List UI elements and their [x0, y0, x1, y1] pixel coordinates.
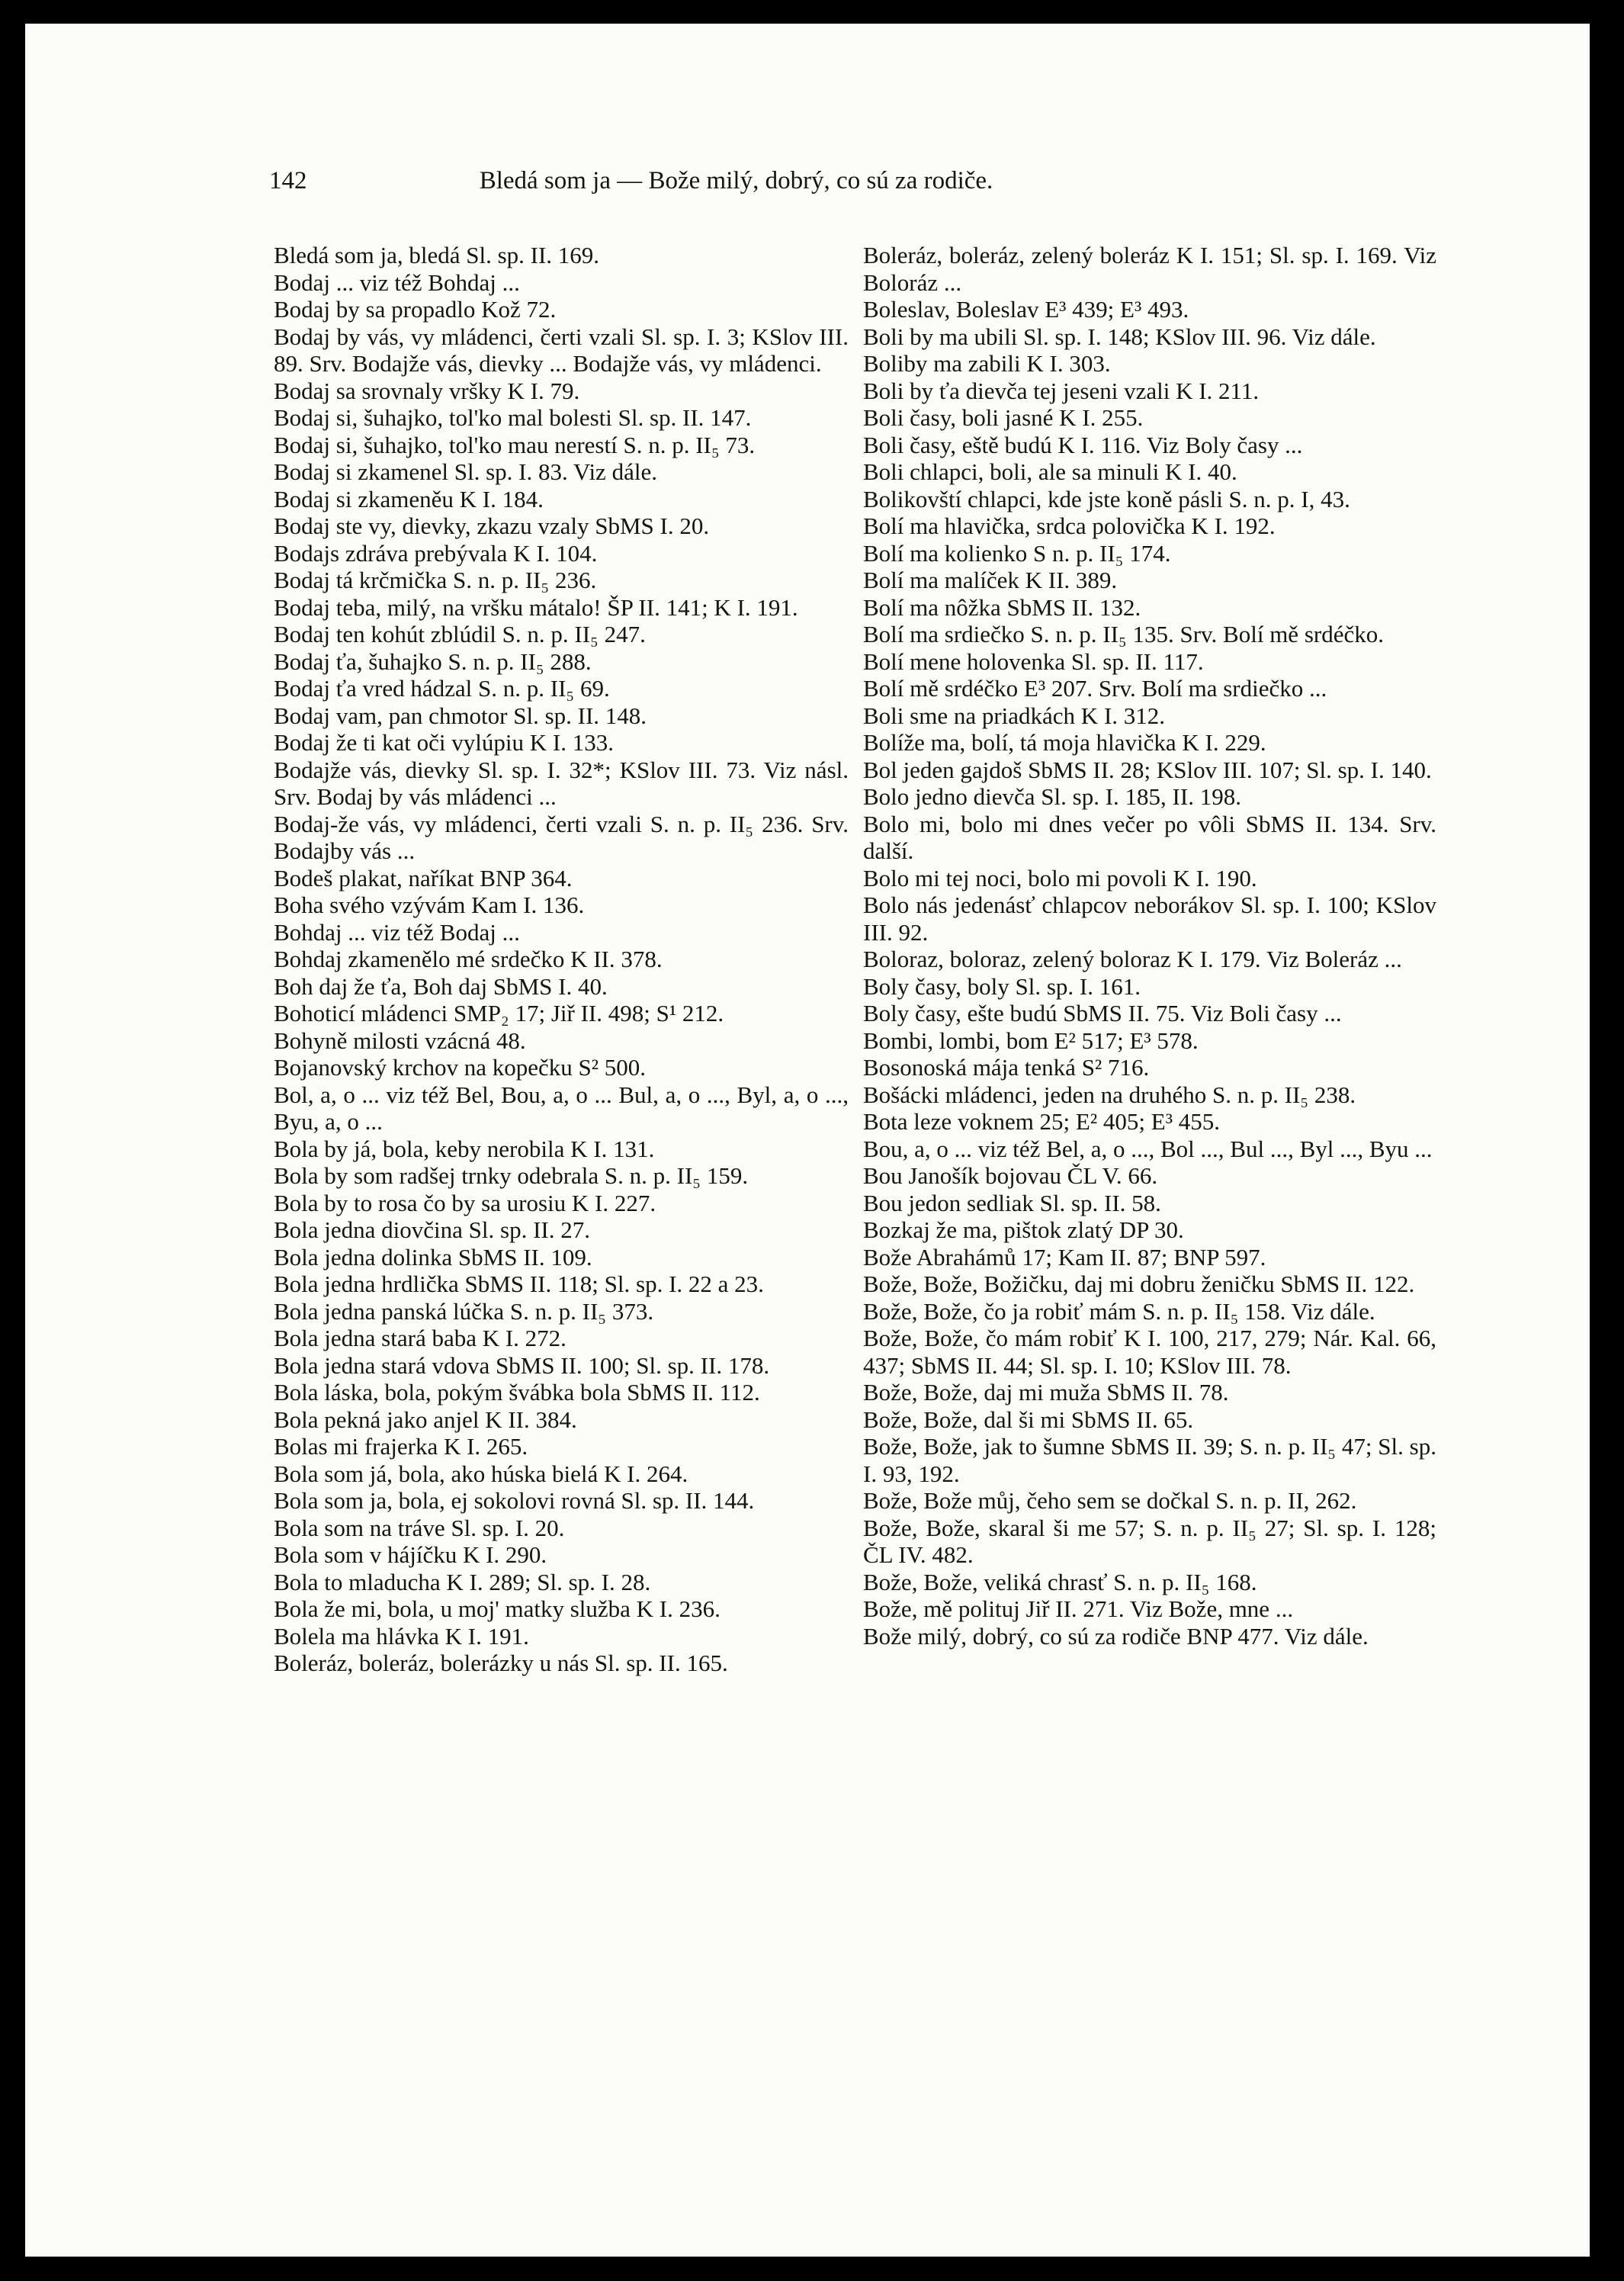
index-entry: Bola pekná jako anjel K II. 384.: [274, 1406, 577, 1433]
index-entry: Bola jedna stará baba K I. 272.: [274, 1325, 566, 1351]
index-entry: Bolo mi tej noci, bolo mi povoli K I. 190.: [863, 864, 1257, 892]
index-entry: Bože, Bože, Božičku, daj mi dobru ženičku SbMS II. 122.: [863, 1271, 1415, 1297]
index-entry: Bola to mladucha K I. 289; Sl. sp. I. 28.: [274, 1568, 651, 1595]
index-entry: Boli časy, eště budú K I. 116. Viz Boly časy ...: [863, 431, 1303, 458]
index-entry: Bolikovští chlapci, kde jste koně pásli S. n. p. I, 43.: [863, 485, 1350, 512]
index-entry: Bola by já, bola, keby nerobila K I. 131.: [274, 1135, 655, 1162]
index-entry: Bou Janošík bojovau ČL V. 66.: [863, 1162, 1158, 1189]
index-entry: Boly časy, ešte budú SbMS II. 75. Viz Boli časy ...: [863, 1000, 1342, 1026]
index-entry: Bože, Bože, daj mi muža SbMS II. 78.: [863, 1379, 1229, 1406]
index-entry: Boloraz, boloraz, zelený boloraz K I. 179. Viz Boleráz ...: [863, 946, 1402, 972]
index-entry: Bodaj ťa, šuhajko S. n. p. II₅ 288.: [274, 647, 592, 675]
index-entry: Bolela ma hlávka K I. 191.: [274, 1622, 529, 1650]
index-entry: Bože, Bože, dal ši mi SbMS II. 65.: [863, 1406, 1194, 1433]
index-entry: Bola jedna stará vdova SbMS II. 100; Sl. sp. II. 178.: [274, 1351, 770, 1379]
index-entry: Bolí ma kolienko S n. p. II₅ 174.: [863, 539, 1171, 567]
index-entry: Bolo nás jedenásť chlapcov neborákov Sl. sp. I. 100; KSlov III. 92.: [863, 892, 1436, 946]
index-entry: Bola by to rosa čo by sa urosiu K I. 227.: [274, 1189, 656, 1216]
index-entry: Bože, mě polituj Jiř II. 271. Viz Bože, mne ...: [863, 1595, 1294, 1622]
index-entry: Bože, Bože můj, čeho sem se dočkal S. n. p. II, 262.: [863, 1487, 1357, 1514]
running-title: Bledá som ja — Bože milý, dobrý, co sú za rodiče.: [479, 167, 993, 194]
index-entry: Bože Abrahámů 17; Kam II. 87; BNP 597.: [863, 1243, 1266, 1271]
index-entry: Bolo mi, bolo mi dnes večer po vôli SbMS II. 134. Srv. další.: [863, 810, 1436, 864]
index-entry: Bodaj by sa propadlo Kož 72.: [274, 296, 557, 323]
index-entry: Bledá som ja, bledá Sl. sp. II. 169.: [274, 242, 600, 268]
index-entry: Boli chlapci, boli, ale sa minuli K I. 40.: [863, 458, 1237, 485]
index-entry: Bohyně milosti vzácná 48.: [274, 1026, 526, 1054]
index-entry: Bodajže vás, dievky Sl. sp. I. 32*; KSlov III. 73. Viz násl. Srv. Bodaj by vás mládenci ...: [274, 756, 849, 810]
index-entry: Bohdaj zkamenělo mé srdečko K II. 378.: [274, 946, 663, 972]
index-entry: Bodaj ... viz též Bohdaj ...: [274, 268, 520, 296]
index-entry: Bodajs zdráva prebývala K I. 104.: [274, 539, 598, 567]
index-entry: Bola že mi, bola, u moj' matky služba K I. 236.: [274, 1595, 721, 1622]
index-entry: Bodaj si zkamenel Sl. sp. I. 83. Viz dále.: [274, 458, 657, 485]
index-entry: Bože, Bože, veliká chrasť S. n. p. II₅ 168.: [863, 1568, 1257, 1595]
index-entry: Bombi, lombi, bom E² 517; E³ 578.: [863, 1026, 1199, 1054]
index-entry: Bolí ma srdiečko S. n. p. II₅ 135. Srv. Bolí mě srdéčko.: [863, 621, 1384, 647]
index-entry: Bože, Bože, čo ja robiť mám S. n. p. II₅ 158. Viz dále.: [863, 1297, 1375, 1325]
index-entry: Bola jedna diovčina Sl. sp. II. 27.: [274, 1216, 590, 1243]
index-entry: Bola som já, bola, ako húska bielá K I. 264.: [274, 1460, 688, 1487]
index-entry: Boleráz, boleráz, bolerázky u nás Sl. sp. II. 165.: [274, 1650, 728, 1676]
index-entry: Bohoticí mládenci SMP₂ 17; Jiř II. 498; S¹ 212.: [274, 1000, 724, 1026]
index-entry: Bolí mě srdéčko E³ 207. Srv. Bolí ma srdiečko ...: [863, 675, 1327, 702]
index-entry: Bodeš plakat, naříkat BNP 364.: [274, 864, 573, 892]
index-entry: Bozkaj že ma, pištok zlatý DP 30.: [863, 1216, 1184, 1243]
index-entry: Bodaj vam, pan chmotor Sl. sp. II. 148.: [274, 702, 647, 729]
index-column-right: [863, 242, 1436, 1650]
index-entry: Bolí ma malíček K II. 389.: [863, 567, 1118, 593]
index-entry: Bola som ja, bola, ej sokolovi rovná Sl. sp. II. 144.: [274, 1487, 755, 1514]
index-entry: Bou jedon sedliak Sl. sp. II. 58.: [863, 1189, 1161, 1216]
index-entry: Bože, Bože, čo mám robiť K I. 100, 217, 279; Nár. Kal. 66, 437; SbMS II. 44; Sl. sp. I. 10; KSlov III. 78.: [863, 1325, 1436, 1379]
index-entry: Bolíže ma, bolí, tá moja hlavička K I. 229.: [863, 729, 1266, 756]
index-entry: Bolí ma hlavička, srdca polovička K I. 192.: [863, 512, 1276, 539]
index-entry: Bodaj si zkameněu K I. 184.: [274, 485, 544, 512]
index-entry: Bodaj by vás, vy mládenci, čerti vzali Sl. sp. I. 3; KSlov III. 89. Srv. Bodajže vás, dievky ... Bodajže vás, vy mládenci.: [274, 323, 849, 377]
index-entry: Boh daj že ťa, Boh daj SbMS I. 40.: [274, 972, 608, 1000]
page-number: 142: [269, 167, 307, 194]
index-entry: Bolí ma nôžka SbMS II. 132.: [863, 593, 1141, 621]
index-entry: Bože, Bože, skaral ši me 57; S. n. p. II₅ 27; Sl. sp. I. 128; ČL IV. 482.: [863, 1514, 1436, 1568]
index-entry: Bolas mi frajerka K I. 265.: [274, 1433, 528, 1460]
index-entry: Bosonoská mája tenká S² 716.: [863, 1054, 1150, 1081]
index-entry: Bola jedna panská lúčka S. n. p. II₅ 373.: [274, 1297, 654, 1325]
index-entry: Bola som na tráve Sl. sp. I. 20.: [274, 1514, 565, 1541]
index-entry: Bolo jedno dievča Sl. sp. I. 185, II. 198.: [863, 783, 1241, 810]
index-entry: Bola láska, bola, pokým švábka bola SbMS II. 112.: [274, 1379, 760, 1406]
index-entry: Bola som v hájíčku K I. 290.: [274, 1541, 547, 1568]
index-entry: Bože, Bože, jak to šumne SbMS II. 39; S. n. p. II₅ 47; Sl. sp. I. 93, 192.: [863, 1433, 1436, 1487]
index-entry: Bodaj tá krčmička S. n. p. II₅ 236.: [274, 567, 597, 593]
index-entry: Bola jedna dolinka SbMS II. 109.: [274, 1243, 592, 1271]
index-entry: Bodaj si, šuhajko, tol'ko mal bolesti Sl. sp. II. 147.: [274, 404, 752, 431]
index-entry: Bodaj-že vás, vy mládenci, čerti vzali S. n. p. II₅ 236. Srv. Bodajby vás ...: [274, 810, 849, 864]
index-entry: Bošácki mládenci, jeden na druhého S. n. p. II₅ 238.: [863, 1081, 1356, 1108]
index-entry: Boly časy, boly Sl. sp. I. 161.: [863, 972, 1141, 1000]
book-page: [25, 24, 1590, 2257]
index-entry: Bola by som radšej trnky odebrala S. n. p. II₅ 159.: [274, 1162, 749, 1189]
index-entry: Bodaj ste vy, dievky, zkazu vzaly SbMS I. 20.: [274, 512, 710, 539]
index-entry: Boli sme na priadkách K I. 312.: [863, 702, 1166, 729]
index-column-left: [274, 242, 849, 1677]
index-entry: Boha svého vzývám Kam I. 136.: [274, 892, 585, 918]
index-entry: Bota leze voknem 25; E² 405; E³ 455.: [863, 1108, 1220, 1135]
index-entry: Bodaj teba, milý, na vršku mátalo! ŠP II. 141; K I. 191.: [274, 593, 798, 621]
index-entry: Bodaj ten kohút zblúdil S. n. p. II₅ 247.: [274, 621, 646, 647]
index-entry: Bolí mene holovenka Sl. sp. II. 117.: [863, 647, 1204, 675]
index-entry: Boli by ma ubili Sl. sp. I. 148; KSlov III. 96. Viz dále.: [863, 323, 1376, 350]
index-entry: Bodaj si, šuhajko, tol'ko mau nerestí S. n. p. II₅ 73.: [274, 431, 756, 458]
index-entry: Bojanovský krchov na kopečku S² 500.: [274, 1054, 647, 1081]
page-header: [269, 158, 1203, 204]
index-entry: Bodaj sa srovnaly vršky K I. 79.: [274, 377, 580, 404]
index-entry: Bodaj že ti kat oči vylúpiu K I. 133.: [274, 729, 614, 756]
index-entry: Bodaj ťa vred hádzal S. n. p. II₅ 69.: [274, 675, 610, 702]
index-entry: Bol, a, o ... viz též Bel, Bou, a, o ... Bul, a, o ..., Byl, a, o ..., Byu, a, o ...: [274, 1081, 849, 1135]
index-entry: Bou, a, o ... viz též Bel, a, o ..., Bol ..., Bul ..., Byl ..., Byu ...: [863, 1135, 1433, 1162]
index-entry: Boleráz, boleráz, zelený boleráz K I. 151; Sl. sp. I. 169. Viz Boloráz ...: [863, 242, 1436, 296]
index-entry: Boli časy, boli jasné K I. 255.: [863, 404, 1144, 431]
index-entry: Boli by ťa dievča tej jeseni vzali K I. 211.: [863, 377, 1260, 404]
index-entry: Bola jedna hrdlička SbMS II. 118; Sl. sp. I. 22 a 23.: [274, 1271, 764, 1297]
index-entry: Boleslav, Boleslav E³ 439; E³ 493.: [863, 296, 1189, 323]
index-entry: Boliby ma zabili K I. 303.: [863, 350, 1111, 377]
index-entry: Bol jeden gajdoš SbMS II. 28; KSlov III. 107; Sl. sp. I. 140.: [863, 756, 1432, 783]
index-entry: Bože milý, dobrý, co sú za rodiče BNP 477. Viz dále.: [863, 1622, 1369, 1650]
index-entry: Bohdaj ... viz též Bodaj ...: [274, 918, 520, 946]
